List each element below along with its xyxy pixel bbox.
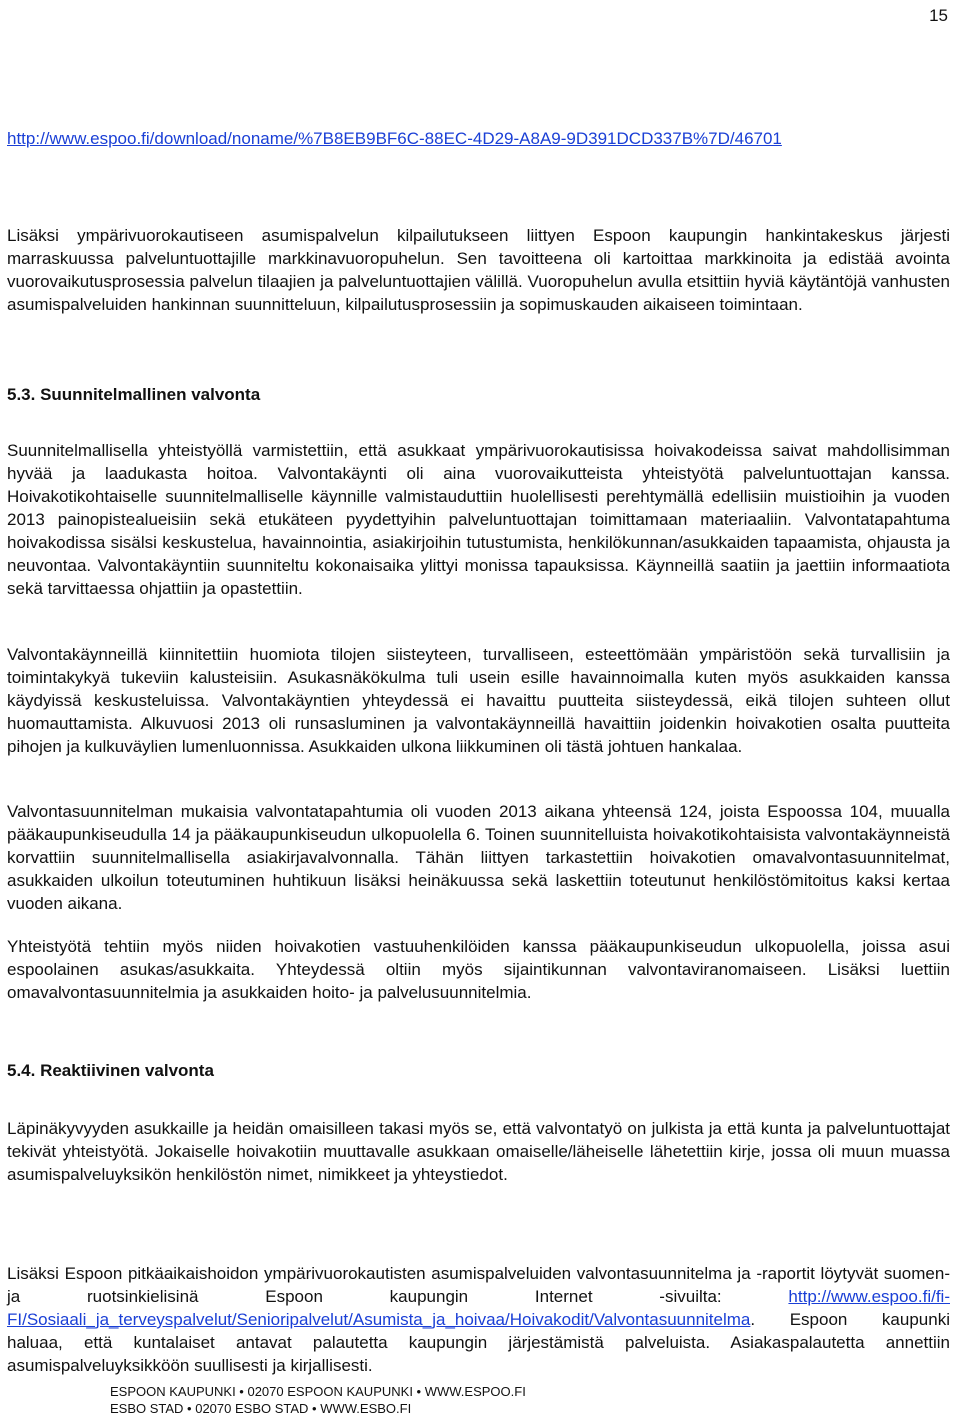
top-url[interactable]: http://www.espoo.fi/download/noname/%7B8EB9BF6C-88EC-4D29-A8A9-9D391DCD337B%7D/46701: [7, 129, 782, 148]
section-5-3-paragraph-4: Yhteistyötä tehtiin myös niiden hoivakotien vastuuhenkilöiden kanssa pääkaupunkiseudun ulkopuolella, joissa asui espoolainen asukas/asukkaita. Yhteydessä oltiin myös sijaintikunnan valvontaviranomaiseen. Lisäksi luettiin omavalvontasuunnitelmia ja asukkaiden hoito- ja palvelusuunnitelmia.: [7, 937, 950, 1002]
section-5-4-paragraph-2: [7, 1262, 950, 1377]
paragraph-text-after-link: . Espoon kaupunki haluaa, että kuntalaiset antavat palautetta kaupungin järjestämistä palveluista. Asiakaspalautetta annettiin asumispalveluyksikköön suullisesti ja kirjallisesti.: [7, 1310, 950, 1375]
section-5-4-paragraph-1: Läpinäkyvyyden asukkaille ja heidän omaisilleen takasi myös se, että valvontatyö on julkista ja että kunta ja palveluntuottajat tekivät yhteistyötä. Jokaiselle hoivakotiin muuttavalle asukkaan omaiselle/läheiselle lähetettiin kirje, jossa oli muun muassa asumispalveluyksikön henkilöstön nimet, nimikkeet ja yhteystiedot.: [7, 1119, 950, 1184]
footer-line-2: ESBO STAD • 02070 ESBO STAD • WWW.ESBO.FI: [110, 1401, 412, 1416]
paragraph-text-before-link: Lisäksi Espoon pitkäaikaishoidon ympärivuorokautisten asumispalveluiden valvontasuunnitelma ja -raportit löytyvät suomen- ja ruotsinkielisinä Espoon kaupungin Internet -sivuilta:: [7, 1264, 950, 1306]
section-5-3-heading: 5.3. Suunnitelmallinen valvonta: [7, 385, 261, 404]
section-5-3-paragraph-3: Valvontasuunnitelman mukaisia valvontatapahtumia oli vuoden 2013 aikana yhteensä 124, joista Espoossa 104, muualla pääkaupunkiseudulla 14 ja pääkaupunkiseudun ulkopuolella 6. Toinen suunnitelluista hoivakotikohtaisista valvontakäynneistä korvattiin suunnitelmallisella asiakirjavalvonnalla. Tähän liittyen tarkastettiin hoivakotien omavalvontasuunnitelmat, asukkaiden ulkoilun toteutuminen huhtikuun lisäksi heinäkuussa sekä laskettiin toteutunut henkilöstömitoitus kaksi kertaa vuoden aikana.: [7, 802, 950, 913]
page-number: 15: [929, 6, 948, 25]
top-url-link[interactable]: [7, 127, 950, 150]
section-5-3-paragraph-1: Suunnitelmallisella yhteistyöllä varmistettiin, että asukkaat ympärivuorokautisissa hoivakodeissa saivat mahdollisimman hyvää ja laadukasta hoitoa. Valvontakäynti oli aina vuorovaikutteista yhteistyötä palveluntuottajan kanssa. Hoivakotikohtaiselle suunnitelmalliselle käynnille valmistauduttiin huolellisesti perehtymällä edellisiin muistioihin ja vuoden 2013 painopistealueisiin sekä etukäteen pyydettyihin palveluntuottajan toimittamaan materiaaliin. Valvontatapahtuma hoivakodissa sisälsi keskustelua, havainnointia, asiakirjoihin tutustumista, henkilökunnan/asukkaiden tapaamista, ohjausta ja neuvontaa. Valvontakäyntiin suunniteltu kokonaisaika ylittyi monissa tapauksissa. Käynneillä saatiin ja jaettiin informaatiota sekä tarvittaessa ohjattiin ja opastettiin.: [7, 441, 950, 598]
section-5-3-paragraph-2: Valvontakäynneillä kiinnitettiin huomiota tilojen siisteyteen, turvalliseen, esteettömään ympäristöön sekä turvallisiin ja toimintakykyä tukeviin kalusteisiin. Asukasnäkökulma tuli usein esille havainnoimalla kuten myös asukkaiden kanssa käydyissä keskusteluissa. Valvontakäyntien yhteydessä ei havaittu puutteita siisteydessä, eikä tilojen suhteen ollut huomauttamista. Alkuvuosi 2013 oli runsasluminen ja valvontakäynneillä havaittiin joidenkin hoivakotien osalta puutteita pihojen ja kulkuväylien lumenluonnissa. Asukkaiden ulkona liikkuminen oli tästä johtuen hankalaa.: [7, 645, 950, 756]
intro-paragraph: Lisäksi ympärivuorokautiseen asumispalvelun kilpailutukseen liittyen Espoon kaupungin hankintakeskus järjesti marraskuussa palveluntuottajille markkinavuoropuhelun. Sen tavoitteena oli kartoittaa markkinoita ja edistää avointa vuorovaikutusprosessia palvelun tilaajien ja palveluntuottajien välillä. Vuoropuhelun avulla etsittiin hyviä käytäntöjä vanhusten asumispalveluiden hankinnan suunnitteluun, kilpailutusprosessiin ja sopimuskauden aikaiseen toimintaan.: [7, 226, 950, 314]
valvontasuunnitelma-link[interactable]: http://www.espoo.fi/fi-FI/Sosiaali_ja_terveyspalvelut/Senioripalvelut/Asumista_ja_hoivaa/Hoivakodit/Valvontasuunnitelma: [7, 1287, 950, 1329]
footer-line-1: ESPOON KAUPUNKI • 02070 ESPOON KAUPUNKI • WWW.ESPOO.FI: [110, 1384, 526, 1399]
section-5-4-heading: 5.4. Reaktiivinen valvonta: [7, 1061, 214, 1080]
